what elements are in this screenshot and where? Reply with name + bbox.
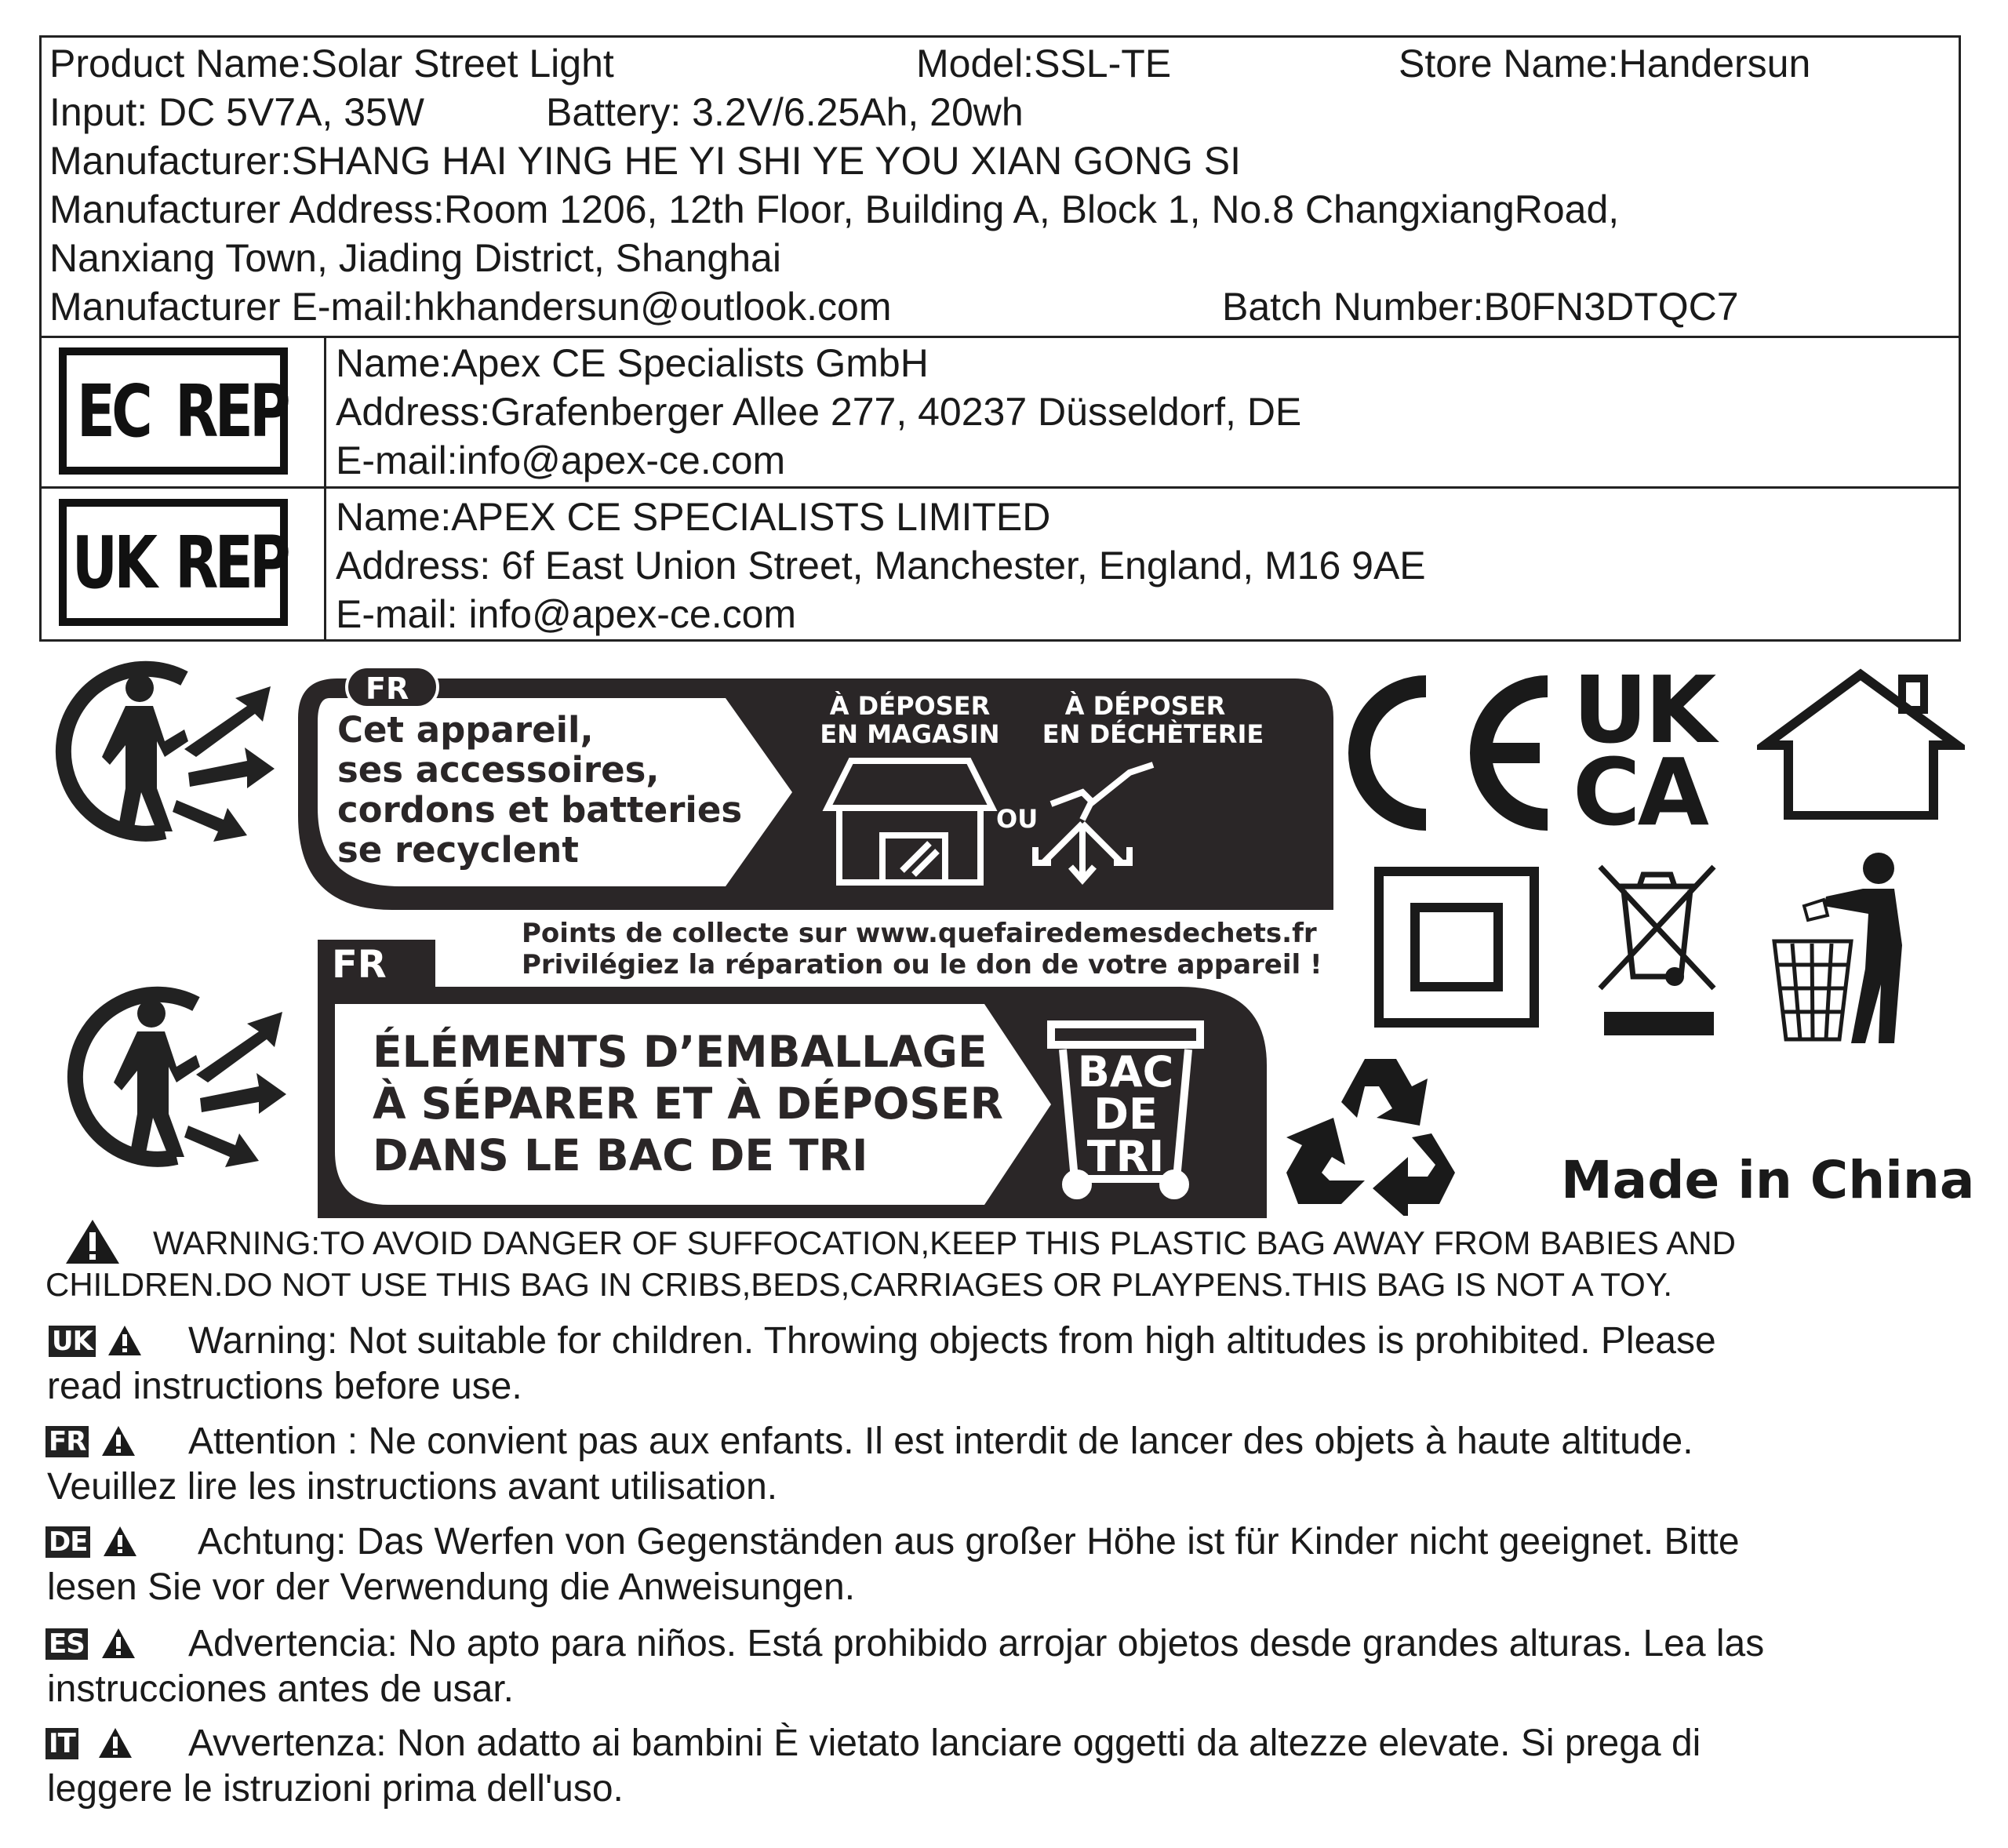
table-divider: [42, 486, 1959, 489]
fr-flag-label: FR: [45, 1426, 89, 1457]
it-flag-label: IT: [45, 1728, 78, 1759]
fr-tag-label: FR: [366, 671, 409, 706]
fr-tag-label: FR: [332, 943, 387, 987]
uk-rep-logo-left: UK: [71, 520, 155, 605]
bag-warning-line-1: WARNING:TO AVOID DANGER OF SUFFOCATION,KEEP THIS PLASTIC BAG AWAY FROM BABIES AND: [153, 1224, 1736, 1261]
warning-triangle-icon: [102, 1525, 138, 1558]
es-warning-line-2: instrucciones antes de usar.: [47, 1668, 515, 1710]
deposit-dump-2: EN DÉCHÈTERIE: [1042, 719, 1264, 749]
input-rating: Input: DC 5V7A, 35W: [49, 90, 425, 134]
ce-mark-icon: [1348, 671, 1551, 835]
es-flag-label: ES: [45, 1628, 88, 1660]
de-warning-line-1: Achtung: Das Werfen von Gegenständen aus großer Höhe ist für Kinder nicht geeignet. Bitte: [198, 1521, 1740, 1562]
fr-recycling-banner: [298, 671, 1333, 910]
ec-rep-logo-right: REP: [175, 369, 287, 453]
manufacturer-name: Manufacturer:SHANG HAI YING HE YI SHI YE YOU XIAN GONG SI: [49, 139, 1241, 183]
recycle-arrows-icon: [1286, 1047, 1467, 1216]
fr-tag: [345, 665, 439, 709]
recycle-line-1: Cet appareil,: [337, 709, 594, 751]
it-warning-line-1: Avvertenza: Non adatto ai bambini È vietato lanciare oggetti da altezze elevate. Si prega di: [188, 1722, 1701, 1764]
recycle-line-2: ses accessoires,: [337, 749, 660, 791]
warning-triangle-icon: [107, 1324, 143, 1357]
double-insulation-icon: [1374, 867, 1539, 1028]
warning-triangle-icon: [100, 1627, 136, 1660]
ec-rep-logo-left: EC: [76, 369, 150, 453]
bag-warning-line-2: CHILDREN.DO NOT USE THIS BAG IN CRIBS,BEDS,CARRIAGES OR PLAYPENS.THIS BAG IS NOT A TOY.: [45, 1266, 1673, 1303]
uk-flag-label: UK: [49, 1326, 96, 1357]
uk-warning-line-1: Warning: Not suitable for children. Throwing objects from high altitudes is prohibited. Please: [188, 1320, 1716, 1362]
ukca-top: UK: [1573, 656, 1714, 764]
batch-number: Batch Number:B0FN3DTQC7: [1222, 285, 1739, 329]
fr-warning-line-2: Veuillez lire les instructions avant utilisation.: [47, 1466, 778, 1508]
uk-rep-email: E-mail: info@apex-ce.com: [336, 592, 797, 636]
uk-rep-logo-right: REP: [175, 520, 287, 605]
product-info-table: [39, 35, 1961, 642]
model-number: Model:SSL-TE: [916, 42, 1172, 85]
recycle-line-4: se recyclent: [337, 829, 579, 871]
triman-icon: [47, 655, 275, 843]
de-flag-label: DE: [45, 1526, 90, 1558]
made-in-china: Made in China: [1561, 1150, 1975, 1210]
or-label: OU: [996, 804, 1039, 834]
warning-triangle-icon: [97, 1726, 133, 1759]
manufacturer-email: Manufacturer E-mail:hkhandersun@outlook.com: [49, 285, 892, 329]
uk-warning-line-2: read instructions before use.: [47, 1366, 522, 1407]
store-name: Store Name:Handersun: [1399, 42, 1811, 85]
ec-rep-name: Name:Apex CE Specialists GmbH: [336, 341, 929, 385]
warning-triangle-icon: [100, 1424, 136, 1457]
collection-note: Points de collecte sur www.quefairedemesdechets.fr: [522, 918, 1317, 949]
ec-rep-email: E-mail:info@apex-ce.com: [336, 438, 786, 482]
fr-packaging-banner: [318, 940, 1267, 1218]
uk-rep-logo: [59, 499, 288, 626]
table-divider: [42, 336, 1959, 338]
manufacturer-address: Manufacturer Address:Room 1206, 12th Floor, Building A, Block 1, No.8 ChangxiangRoad,: [49, 187, 1620, 231]
manufacturer-address-cont: Nanxiang Town, Jiading District, Shanghai: [49, 236, 781, 280]
weee-crossed-bin-icon: [1592, 859, 1722, 1039]
warning-triangle-icon: [64, 1218, 121, 1265]
it-warning-line-2: leggere le istruzioni prima dell'uso.: [47, 1768, 624, 1810]
deposit-dump-1: À DÉPOSER: [1064, 691, 1226, 721]
recycle-line-3: cordons et batteries: [337, 789, 743, 831]
de-warning-line-2: lesen Sie vor der Verwendung die Anweisungen.: [47, 1566, 856, 1608]
packaging-line-3: DANS LE BAC DE TRI: [373, 1130, 868, 1180]
packaging-line-1: ÉLÉMENTS D’EMBALLAGE: [373, 1027, 988, 1077]
product-name: Product Name:Solar Street Light: [49, 42, 614, 85]
table-divider: [324, 336, 326, 642]
tidy-man-icon: [1765, 851, 1922, 1047]
bin-label-3: TRI: [1086, 1132, 1165, 1181]
deposit-store-1: À DÉPOSER: [829, 691, 991, 721]
uk-rep-name: Name:APEX CE SPECIALISTS LIMITED: [336, 495, 1051, 539]
battery-rating: Battery: 3.2V/6.25Ah, 20wh: [546, 90, 1024, 134]
deposit-store-2: EN MAGASIN: [820, 719, 1000, 749]
packaging-line-2: À SÉPARER ET À DÉPOSER: [373, 1079, 1003, 1129]
bin-label-1: BAC: [1077, 1047, 1174, 1097]
indoor-use-house-icon: [1757, 667, 1965, 820]
ukca-bottom: CA: [1573, 738, 1706, 846]
fr-warning-line-1: Attention : Ne convient pas aux enfants. Il est interdit de lancer des objets à haute altitude.: [188, 1421, 1693, 1462]
es-warning-line-1: Advertencia: No apto para niños. Está prohibido arrojar objetos desde grandes alturas. Lea las: [188, 1623, 1765, 1664]
uk-rep-address: Address: 6f East Union Street, Manchester, England, M16 9AE: [336, 544, 1426, 588]
repair-note: Privilégiez la réparation ou le don de votre appareil !: [522, 949, 1322, 980]
triman-icon: [55, 980, 290, 1169]
bin-label-2: DE: [1093, 1090, 1158, 1139]
ec-rep-logo: [59, 347, 288, 475]
ec-rep-address: Address:Grafenberger Allee 277, 40237 Düsseldorf, DE: [336, 390, 1302, 434]
ukca-mark-icon: [1573, 656, 1741, 846]
